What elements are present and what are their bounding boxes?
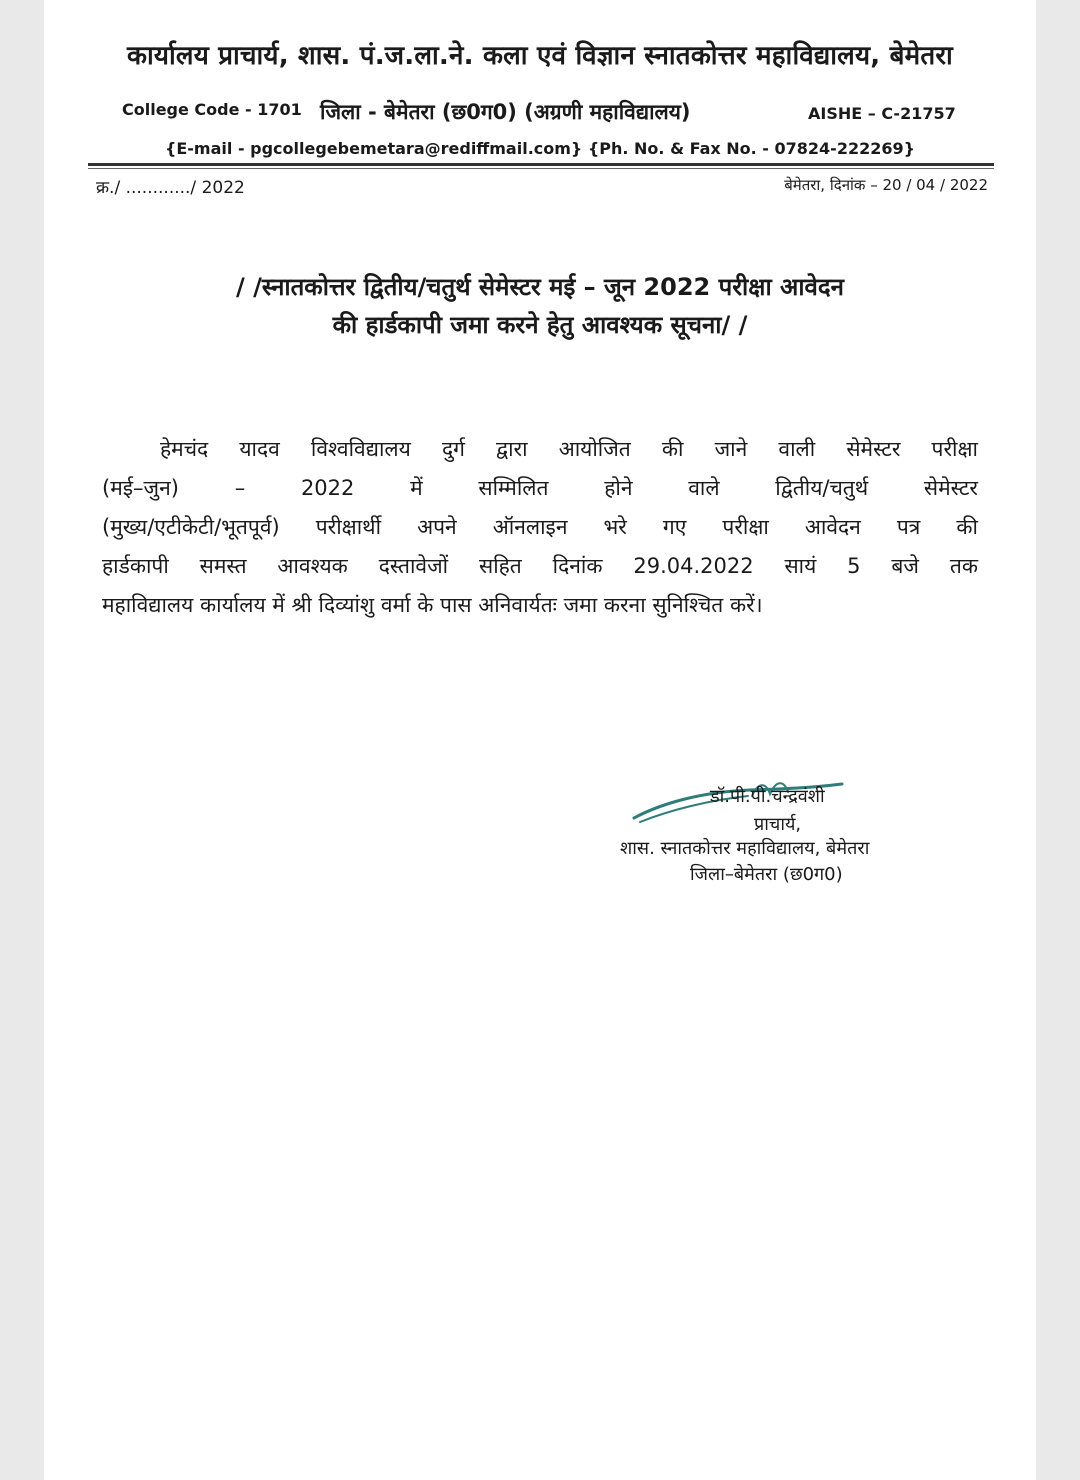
header-divider-thin: [88, 168, 994, 169]
aishe-code: AISHE – C-21757: [808, 104, 956, 123]
body-line: (मई–जुन) – 2022 में सम्मिलित होने वाले द्वितीय/चतुर्थ सेमेस्टर: [102, 476, 978, 500]
subject-line: की हार्डकापी जमा करने हेतु आवश्यक सूचना/ /: [332, 311, 748, 339]
body-line: हेमचंद यादव विश्वविद्यालय दुर्ग द्वारा आयोजित की जाने वाली सेमेस्टर परीक्षा: [160, 437, 978, 461]
reference-number: क्र./ ............/ 2022: [96, 178, 245, 198]
body-line: हार्डकापी समस्त आवश्यक दस्तावेजों सहित दिनांक 29.04.2022 सायं 5 बजे तक: [102, 554, 978, 578]
notice-subject: [44, 268, 1036, 344]
body-line: महाविद्यालय कार्यालय में श्री दिव्यांशु वर्मा के पास अनिवार्यतः जमा करना सुनिश्चित करें।: [102, 593, 763, 617]
letterhead-contact: {E-mail - pgcollegebemetara@rediffmail.com} {Ph. No. & Fax No. - 07824-222269}: [164, 139, 916, 158]
subject-line: / /स्नातकोत्तर द्वितीय/चतुर्थ सेमेस्टर मई – जून 2022 परीक्षा आवेदन: [236, 273, 844, 301]
document-page: [44, 0, 1036, 1480]
college-code: College Code - 1701: [122, 100, 302, 119]
letterhead-district: जिला - बेमेतरा (छ0ग0) (अग्रणी महाविद्यालय): [320, 100, 691, 124]
signatory-district: जिला–बेमेतरा (छ0ग0): [690, 864, 843, 885]
header-divider: [88, 163, 994, 166]
letterhead-title: कार्यालय प्राचार्य, शास. पं.ज.ला.ने. कला एवं विज्ञान स्नातकोत्तर महाविद्यालय, बेमेतरा: [126, 41, 953, 71]
signatory-name: डॉ.पी.पी.चन्द्रवंशी: [710, 786, 825, 807]
signatory-designation: प्राचार्य,: [754, 814, 802, 835]
reference-date: बेमेतरा, दिनांक – 20 / 04 / 2022: [784, 176, 988, 194]
body-line: (मुख्य/एटीकेटी/भूतपूर्व) परीक्षार्थी अपने ऑनलाइन भरे गए परीक्षा आवेदन पत्र की: [102, 515, 978, 539]
signatory-college: शास. स्नातकोत्तर महाविद्यालय, बेमेतरा: [620, 838, 870, 859]
notice-body: [102, 430, 978, 625]
